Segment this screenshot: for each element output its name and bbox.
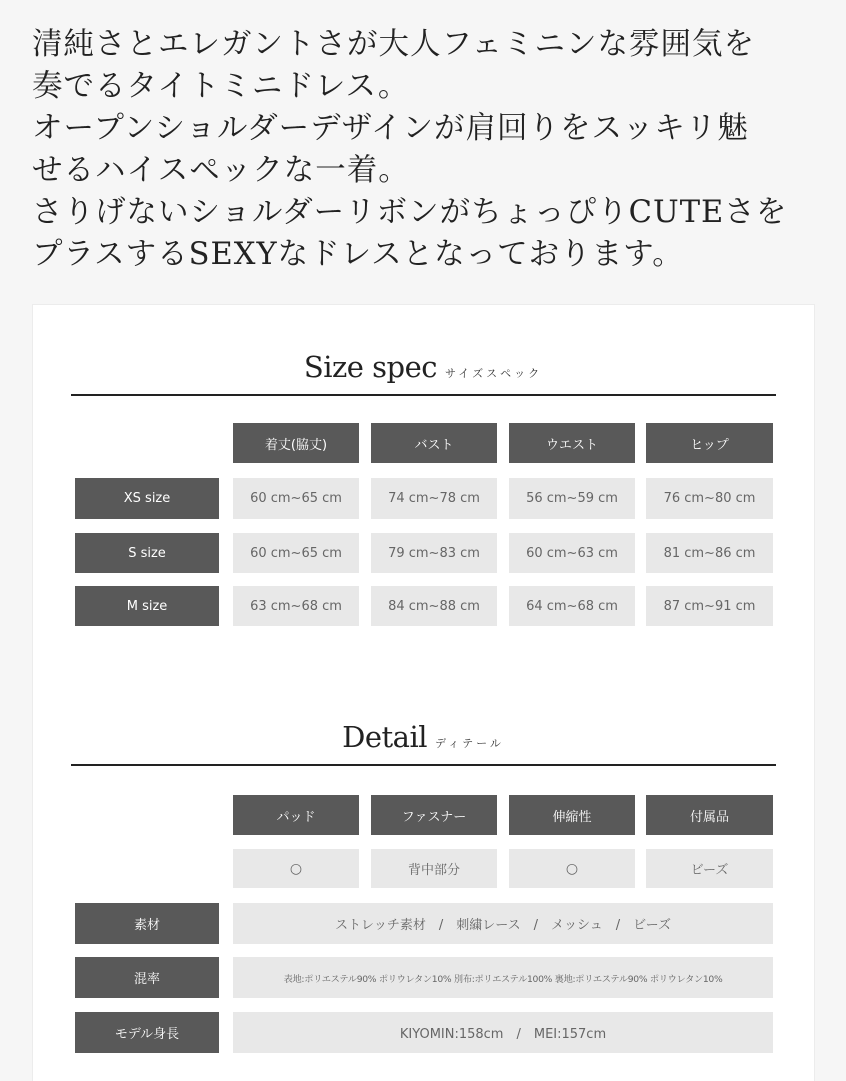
detail-header-accessory: 付属品 xyxy=(646,795,773,835)
detail-value-stretch: ○ xyxy=(509,849,635,888)
size-header-hip: ヒップ xyxy=(646,423,773,463)
detail-heading xyxy=(0,720,846,754)
description-line: オープンショルダーデザインが肩回りをスッキリ魅 xyxy=(32,111,749,146)
size-value: 64 cm~68 cm xyxy=(509,586,635,626)
detail-row-label-material: 素材 xyxy=(75,903,219,944)
size-spec-heading xyxy=(0,350,846,384)
size-row-label-s: S size xyxy=(75,533,219,573)
description-line: さりげないショルダーリボンがちょっぴりCUTEさを xyxy=(32,195,788,230)
detail-material-value: ストレッチ素材 / 刺繍レース / メッシュ / ビーズ xyxy=(233,903,773,944)
size-spec-subtitle: サイズスペック xyxy=(445,367,543,380)
size-value: 74 cm~78 cm xyxy=(371,478,497,519)
detail-divider xyxy=(71,764,776,766)
size-value: 60 cm~65 cm xyxy=(233,478,359,519)
detail-header-pad: パッド xyxy=(233,795,359,835)
size-value: 60 cm~63 cm xyxy=(509,533,635,573)
description-line: 清純さとエレガントさが大人フェミニンな雰囲気を xyxy=(32,27,755,62)
product-description xyxy=(32,24,822,276)
detail-header-zipper: ファスナー xyxy=(371,795,497,835)
detail-value-zipper: 背中部分 xyxy=(371,849,497,888)
size-value: 60 cm~65 cm xyxy=(233,533,359,573)
detail-title: Detail xyxy=(342,720,427,754)
size-value: 63 cm~68 cm xyxy=(233,586,359,626)
description-line: せるハイスペックな一着。 xyxy=(32,153,410,188)
size-value: 81 cm~86 cm xyxy=(646,533,773,573)
size-row-label-m: M size xyxy=(75,586,219,626)
size-spec-divider xyxy=(71,394,776,396)
description-line: プラスするSEXYなドレスとなっております。 xyxy=(32,237,684,272)
description-line: 奏でるタイトミニドレス。 xyxy=(32,69,410,104)
size-row-label-xs: XS size xyxy=(75,478,219,519)
detail-row-label-model-height: モデル身長 xyxy=(75,1012,219,1053)
size-value: 76 cm~80 cm xyxy=(646,478,773,519)
size-header-bust: バスト xyxy=(371,423,497,463)
detail-row-label-composition: 混率 xyxy=(75,957,219,998)
size-spec-title: Size spec xyxy=(303,350,438,384)
detail-model-height-value: KIYOMIN:158cm / MEI:157cm xyxy=(233,1012,773,1053)
detail-composition-value: 表地:ポリエステル90% ポリウレタン10% 別布:ポリエステル100% 裏地:ポリエステル90% ポリウレタン10% xyxy=(233,957,773,998)
size-value: 84 cm~88 cm xyxy=(371,586,497,626)
detail-header-stretch: 伸縮性 xyxy=(509,795,635,835)
detail-value-pad: ○ xyxy=(233,849,359,888)
size-header-waist: ウエスト xyxy=(509,423,635,463)
detail-subtitle: ディテール xyxy=(435,737,504,750)
size-value: 79 cm~83 cm xyxy=(371,533,497,573)
size-value: 87 cm~91 cm xyxy=(646,586,773,626)
size-header-length: 着丈(脇丈) xyxy=(233,423,359,463)
detail-value-accessory: ビーズ xyxy=(646,849,773,888)
size-value: 56 cm~59 cm xyxy=(509,478,635,519)
